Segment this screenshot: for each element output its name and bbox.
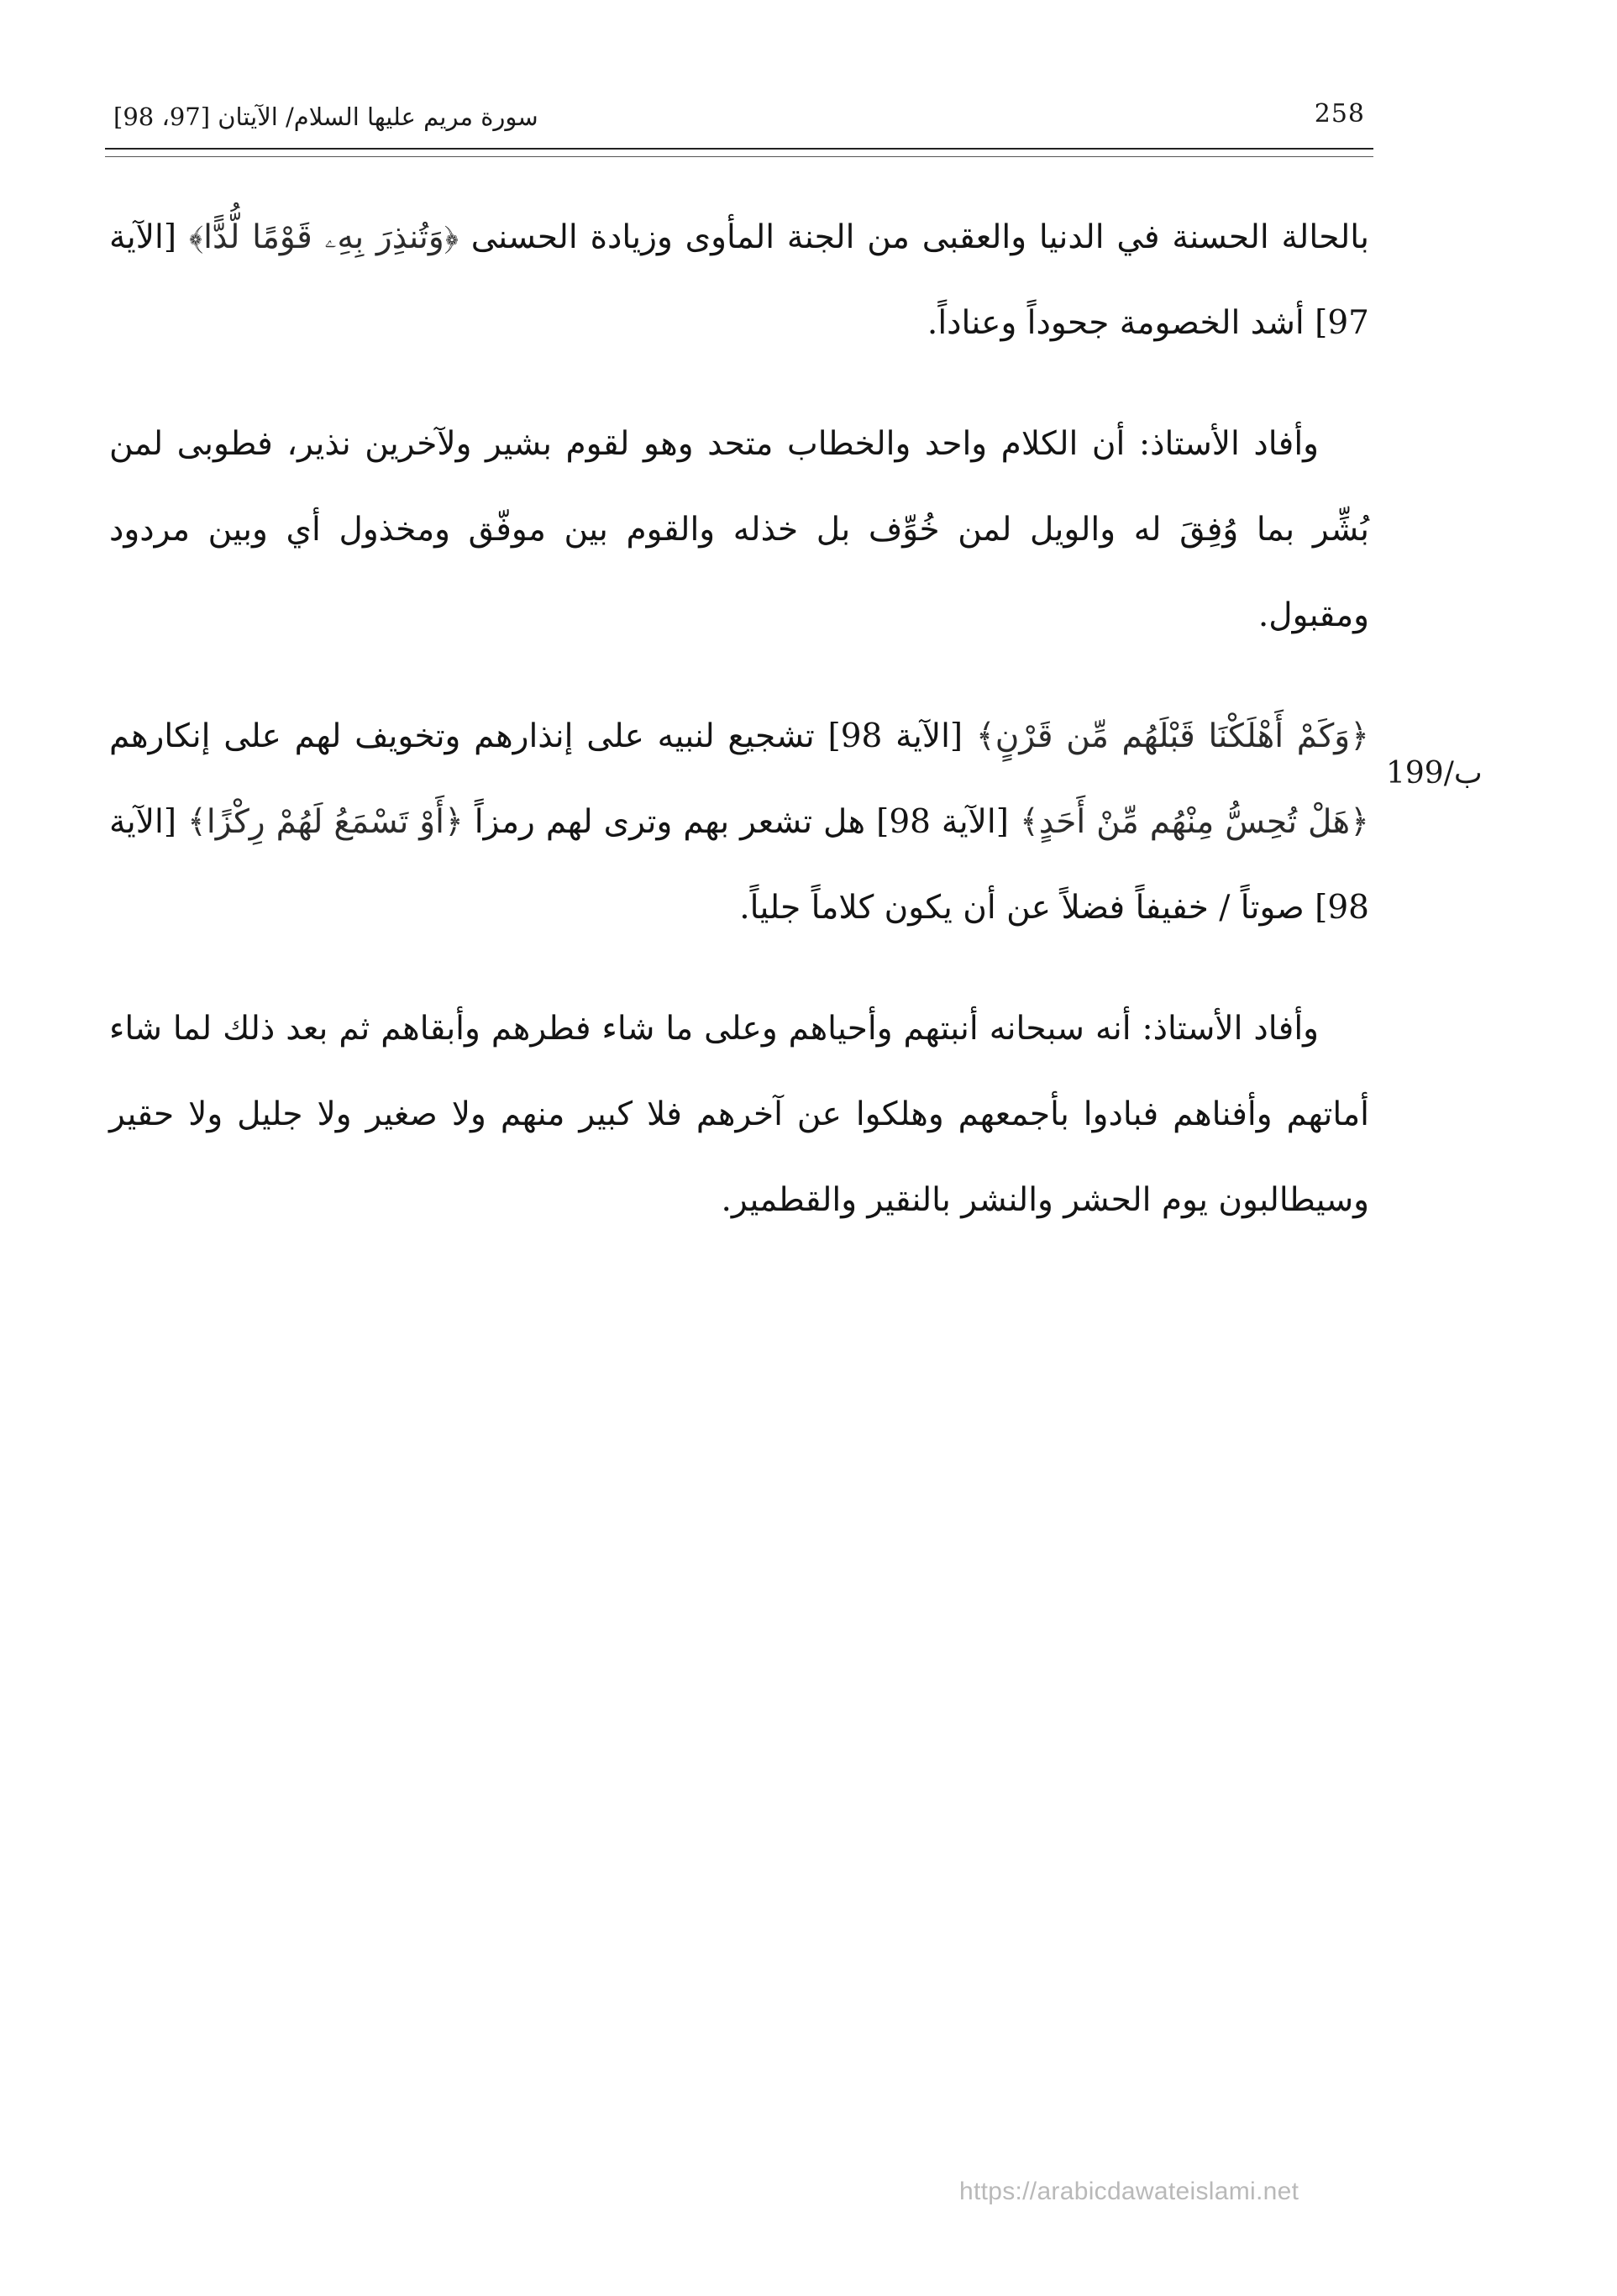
- manuscript-folio-note: 199/ب: [1386, 756, 1483, 791]
- paragraph-3: [109, 694, 1369, 951]
- main-text: [109, 195, 1369, 1279]
- paragraph-3-text-3: [الآية 98] صوتاً / خفيفاً فضلاً عن أن يكون كلاماً جلياً.: [109, 803, 1369, 927]
- page-number: 258: [1314, 99, 1365, 129]
- watermark-url[interactable]: https://arabicdawateislami.net: [959, 2178, 1299, 2205]
- paragraph-4-text: وأفاد الأستاذ: أنه سبحانه أنبتهم وأحياهم وعلى ما شاء فطرهم وأبقاهم ثم بعد ذلك لما شاء أماتهم وأفناهم فبادوا بأجمعهم وهلكوا عن آخرهم فلا كبير منهم ولا صغير ولا جليل ولا حقير وسيطالبون يوم الحشر والنشر بالنقير والقطمير.: [109, 1010, 1369, 1219]
- paragraph-2-text: وأفاد الأستاذ: أن الكلام واحد والخطاب متحد وهو لقوم بشير ولآخرين نذير، فطوبى لمن بُشِّر بما وُفِقَ له والويل لمن خُوِّف بل خذله والقوم بين موفّق ومخذول أي وبين مردود ومقبول.: [109, 425, 1369, 634]
- page-header: [105, 92, 1373, 144]
- paragraph-1-text-before: بالحالة الحسنة في الدنيا والعقبى من الجنة المأوى وزيادة الحسنى: [458, 218, 1369, 256]
- paragraph-3-text-2: [الآية 98] هل تشعر بهم وترى لهم رمزاً: [463, 803, 1020, 841]
- quran-quote: ﴿وَكَمْ أَهْلَكْنَا قَبْلَهُم مِّن قَرْنٍ﴾: [975, 717, 1369, 755]
- header-rule: [105, 148, 1373, 150]
- running-head: سورة مريم عليها السلام/ الآيتان [97، 98]: [113, 102, 538, 131]
- paragraph-4: [109, 986, 1369, 1243]
- quran-quote: ﴿هَلْ تُحِسُّ مِنْهُم مِّنْ أَحَدٍ﴾: [1019, 803, 1369, 841]
- paragraph-3-text-1: [الآية 98] تشجيع لنبيه على إنذارهم وتخويف لهم على إنكارهم: [109, 717, 976, 755]
- header-rule-secondary: [105, 156, 1373, 157]
- quran-quote: ﴿وَتُنذِرَ بِهِۦ قَوْمًا لُّدًّا﴾: [188, 218, 459, 256]
- paragraph-1: [109, 195, 1369, 366]
- paragraph-2: [109, 402, 1369, 659]
- paragraph-1-text-after: [الآية 97] أشد الخصومة جحوداً وعناداً.: [109, 218, 1369, 342]
- quran-quote: ﴿أَوْ تَسْمَعُ لَهُمْ رِكْزًا﴾: [187, 803, 464, 841]
